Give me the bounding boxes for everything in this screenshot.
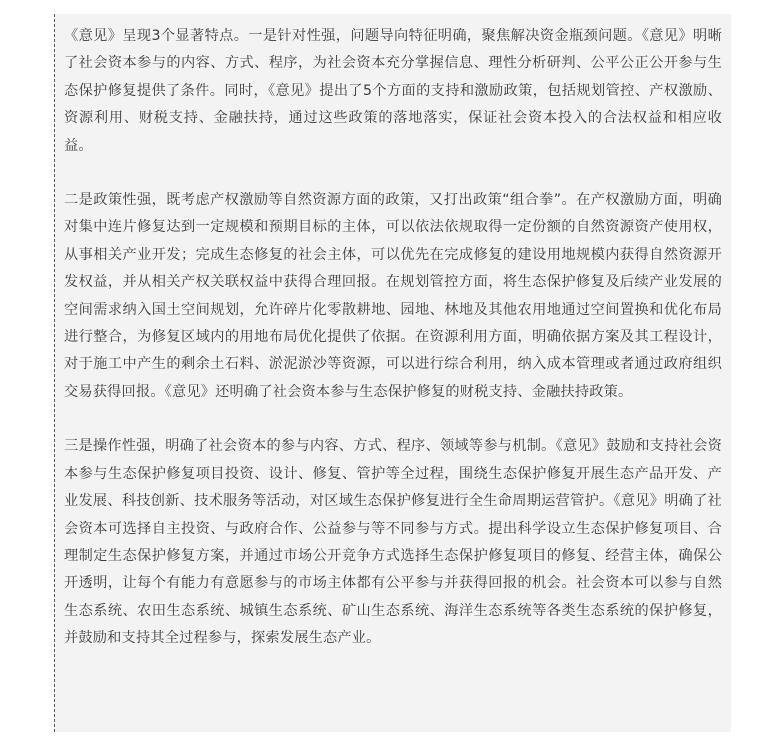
article-block <box>54 14 731 732</box>
paragraph-2: 二是政策性强，既考虑产权激励等自然资源方面的政策，又打出政策“组合拳”。在产权激励方面，明确对集中连片修复达到一定规模和预期目标的主体，可以依法依规取得一定份额的自然资源资产使用权，从事相关产业开发；完成生态修复的社会主体，可以优先在完成修复的建设用地规模内获得自然资源开发权益，并从相关产权关联权益中获得合理回报。在规划管控方面，将生态保护修复及后续产业发展的空间需求纳入国土空间规划，允许碎片化零散耕地、园地、林地及其他农用地通过空间置换和优化布局进行整合，为修复区域内的用地布局优化提供了依据。在资源利用方面，明确依据方案及其工程设计，对于施工中产生的剩余土石料、淤泥淤沙等资源，可以进行综合利用，纳入成本管理或者通过政府组织交易获得回报。《意见》还明确了社会资本参与生态保护修复的财税支持、金融扶持政策。 <box>64 192 722 400</box>
paragraph-1: 《意见》呈现3个显著特点。一是针对性强，问题导向特征明确，聚焦解决资金瓶颈问题。《意见》明晰了社会资本参与的内容、方式、程序，为社会资本充分掌握信息、理性分析研判、公平公正公开参与生态保护修复提供了条件。同时，《意见》提出了5个方面的支持和激励政策，包括规划管控、产权激励、资源利用、财税支持、金融扶持，通过这些政策的落地落实，保证社会资本投入的合法权益和相应收益。 <box>64 28 722 154</box>
paragraph-3: 三是操作性强，明确了社会资本的参与内容、方式、程序、领域等参与机制。《意见》鼓励和支持社会资本参与生态保护修复项目投资、设计、修复、管护等全过程，围绕生态保护修复开展生态产品开发、产业发展、科技创新、技术服务等活动，对区域生态保护修复进行全生命周期运营管护。《意见》明确了社会资本可选择自主投资、与政府合作、公益参与等不同参与方式。提出科学设立生态保护修复项目、合理制定生态保护修复方案，并通过市场公开竞争方式选择生态保护修复项目的修复、经营主体，确保公开透明，让每个有能力有意愿参与的市场主体都有公平参与并获得回报的机会。社会资本可以参与自然生态系统、农田生态系统、城镇生态系统、矿山生态系统、海洋生态系统等各类生态系统的保护修复，并鼓励和支持其全过程参与，探索发展生态产业。 <box>64 438 722 647</box>
